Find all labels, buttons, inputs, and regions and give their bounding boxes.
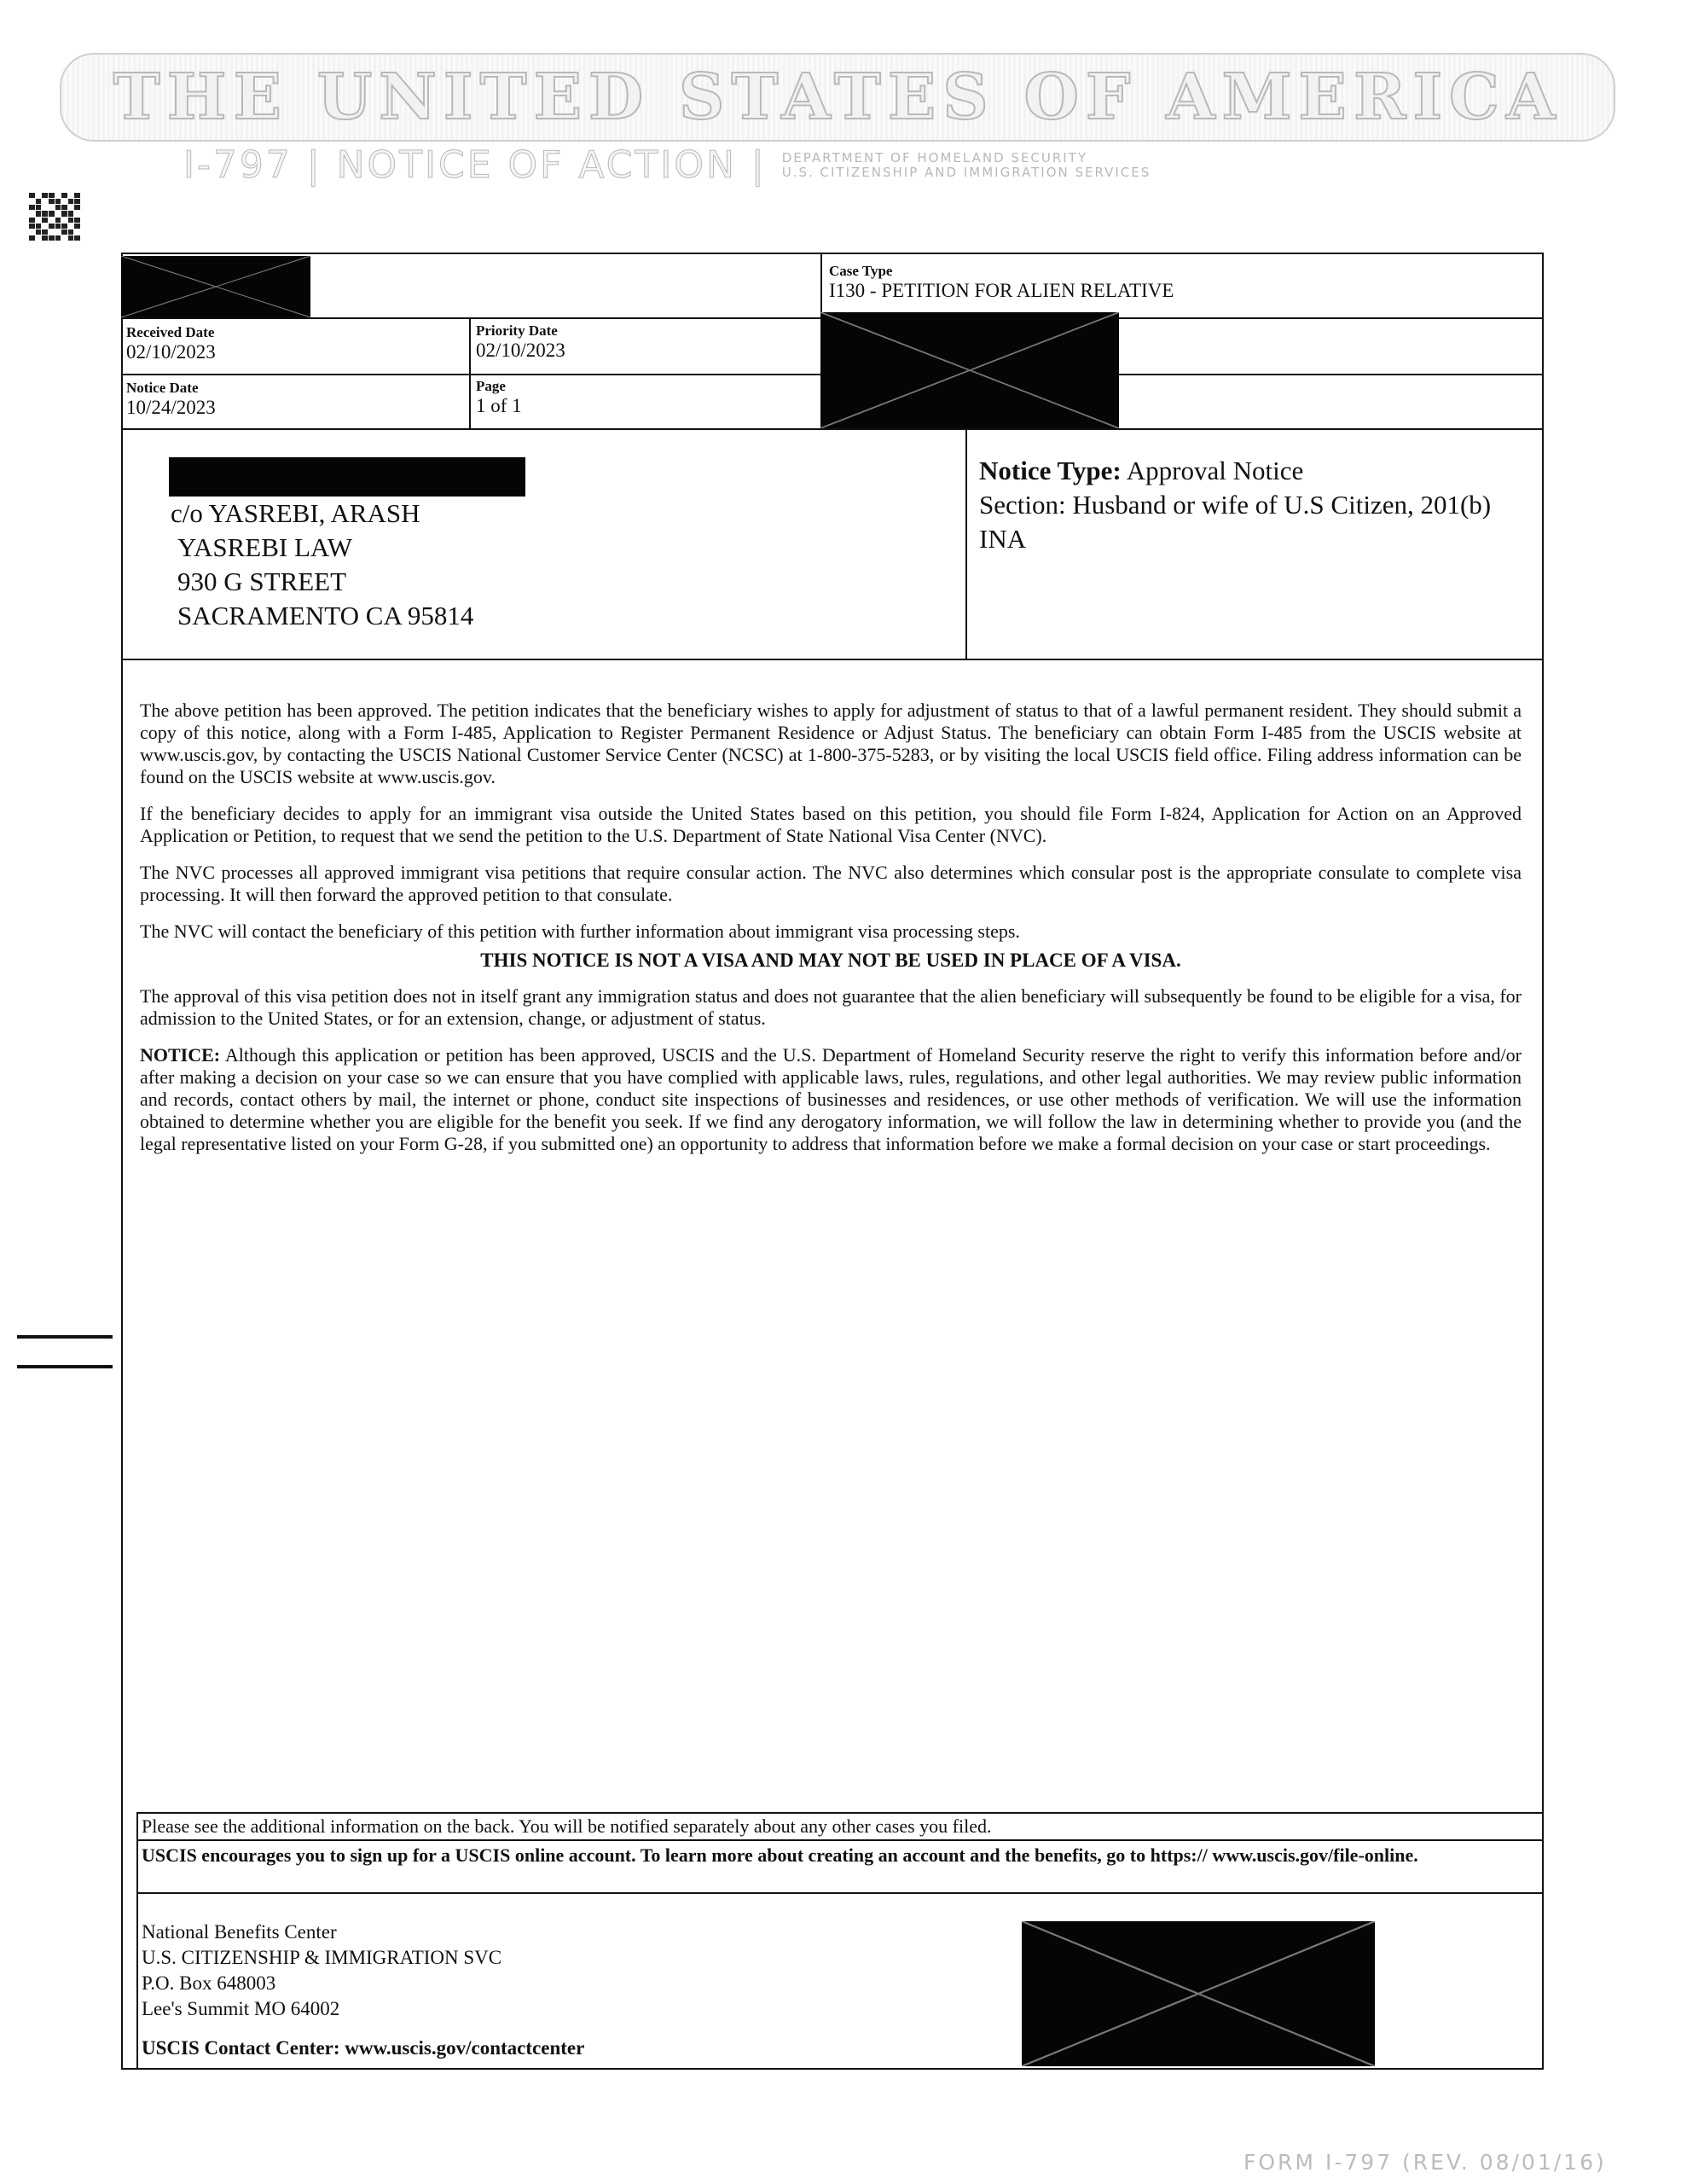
notice-type-value: Approval Notice xyxy=(1126,456,1304,485)
form-title: I-797 | NOTICE OF ACTION | xyxy=(183,143,767,187)
redacted-beneficiary xyxy=(820,312,1119,428)
return-address-line: U.S. CITIZENSHIP & IMMIGRATION SVC xyxy=(142,1947,502,1968)
body-paragraph: If the beneficiary decides to apply for an immigrant visa outside the United States based on this petition, you should file Form I-824, Application for Action on an Approved Application or Petition, to request that we send the petition to the U.S. Department of State National Visa Center (NVC). xyxy=(140,803,1522,846)
received-date-label: Received Date xyxy=(126,324,215,340)
notice-date-label: Notice Date xyxy=(126,380,199,396)
mailing-address xyxy=(171,497,473,633)
online-account-note: USCIS encourages you to sign up for a USCIS online account. To learn more about creating an account and the benefits, go to https:// www.uscis.gov/file-online. xyxy=(142,1844,1418,1866)
notice-paragraph: NOTICE: Although this application or petition has been approved, USCIS and the U.S. Department of Homeland Security reserve the right to verify this information before and/or after making a decision on your case so we can ensure that you have complied with applicable laws, rules, regulations, and other legal authorities. We may review public information and records, contact others by mail, the internet or phone, conduct site inspections of businesses and residences, or use other methods of verification. We will use the information obtained to determine whether you are eligible for the benefit you seek. If we find any derogatory information, we will follow the law in determining whether to provide you (and the legal representative listed on your Form G-28, if you submitted one) an opportunity to address that information before we make a formal decision on your case or start proceedings. xyxy=(140,1044,1522,1154)
priority-date-value: 02/10/2023 xyxy=(476,340,565,361)
page-label: Page xyxy=(476,378,506,394)
case-type-cell xyxy=(829,263,1174,302)
notice-type-label: Notice Type: xyxy=(979,456,1122,485)
form-subtitle xyxy=(183,143,1151,187)
notice-section: Section: Husband or wife of U.S Citizen, 201(b) xyxy=(979,490,1492,520)
additional-info-note: Please see the additional information on the back. You will be notified separately about any other cases you filed. xyxy=(142,1815,992,1837)
hash-mark xyxy=(17,1335,113,1339)
return-address xyxy=(142,1920,501,2022)
redacted-barcode xyxy=(1022,1921,1375,2066)
notice-label: NOTICE: xyxy=(140,1044,221,1066)
received-date-cell xyxy=(126,324,216,363)
page-cell xyxy=(476,378,522,417)
redacted-recipient-name xyxy=(169,457,525,497)
priority-date-label: Priority Date xyxy=(476,322,558,339)
body-paragraph: The NVC processes all approved immigrant visa petitions that require consular action. The NVC also determines which consular post is the appropriate consulate to complete visa processing. It will then forward the approved petition to that consulate. xyxy=(140,862,1522,905)
notice-section-cont: INA xyxy=(979,524,1027,554)
notice-date-cell xyxy=(126,380,216,419)
hash-mark xyxy=(17,1365,113,1368)
priority-date-cell xyxy=(476,322,565,362)
body-paragraph: The NVC will contact the beneficiary of this petition with further information about immigrant visa processing steps. xyxy=(140,921,1020,942)
notice-date-value: 10/24/2023 xyxy=(126,397,216,418)
banner-title: THE UNITED STATES OF AMERICA xyxy=(113,61,1562,134)
address-line: SACRAMENTO CA 95814 xyxy=(177,601,474,630)
body-paragraph: The above petition has been approved. The petition indicates that the beneficiary wishes to apply for adjustment of status to that of a lawful permanent resident. They should submit a copy of this notice, along with a Form I-485, Application to Register Permanent Residence or Adjust Status. The beneficiary can obtain Form I-485 from the USCIS website at www.uscis.gov, by contacting the USCIS National Customer Service Center (NCSC) at 1-800-375-5283, or by visiting the local USCIS field office. Filing address information can be found on the USCIS website at www.uscis.gov. xyxy=(140,700,1522,787)
barcode-icon xyxy=(29,193,80,241)
redacted-receipt-number xyxy=(121,256,310,317)
case-type-label: Case Type xyxy=(829,263,893,279)
form-number: FORM I-797 (REV. 08/01/16) xyxy=(1244,2150,1607,2175)
received-date-value: 02/10/2023 xyxy=(126,341,216,363)
notice-type-block xyxy=(979,454,1525,556)
case-type-value: I130 - PETITION FOR ALIEN RELATIVE xyxy=(829,280,1174,301)
address-line: 930 G STREET xyxy=(177,566,347,596)
department-name: DEPARTMENT OF HOMELAND SECURITY U.S. CITIZENSHIP AND IMMIGRATION SERVICES xyxy=(781,149,1151,180)
not-a-visa-heading: THIS NOTICE IS NOT A VISA AND MAY NOT BE USED IN PLACE OF A VISA. xyxy=(480,950,1181,971)
address-line: YASREBI LAW xyxy=(177,532,353,562)
contact-center: USCIS Contact Center: www.uscis.gov/contactcenter xyxy=(142,2037,585,2059)
notice-body xyxy=(140,700,1522,1170)
return-address-line: National Benefits Center xyxy=(142,1921,337,1943)
address-line: c/o YASREBI, ARASH xyxy=(171,498,420,528)
body-paragraph: The approval of this visa petition does not in itself grant any immigration status and does not guarantee that the alien beneficiary will subsequently be found to be eligible for a visa, for admission to the United States, or for an extension, change, or adjustment of status. xyxy=(140,985,1522,1029)
page-value: 1 of 1 xyxy=(476,395,522,416)
return-address-line: P.O. Box 648003 xyxy=(142,1972,276,1994)
header-banner xyxy=(60,53,1615,142)
return-address-line: Lee's Summit MO 64002 xyxy=(142,1998,340,2019)
